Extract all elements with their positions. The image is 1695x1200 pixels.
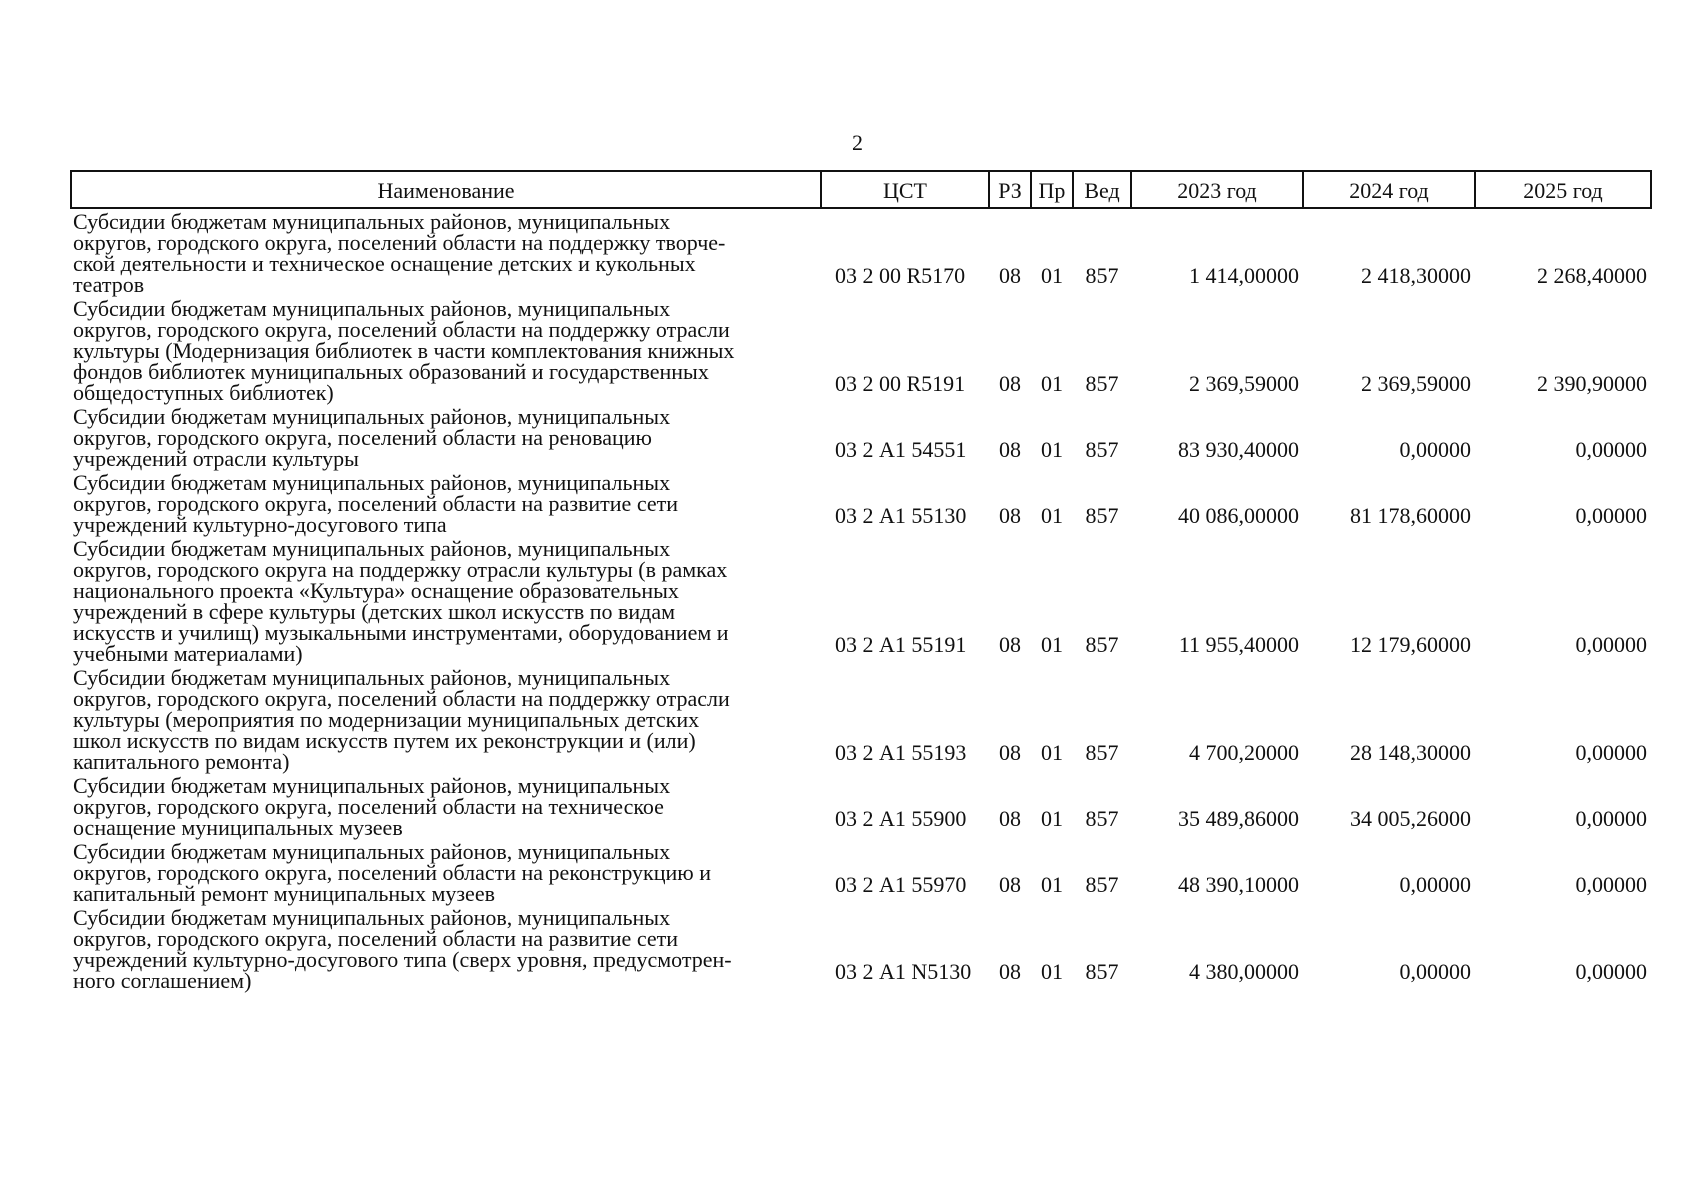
row-name bbox=[71, 208, 821, 296]
row-amount-2023: 4 380,00000 bbox=[1189, 959, 1299, 984]
row-name-line: Субсидии бюджетам муниципальных районов, муниципальных bbox=[73, 536, 671, 561]
row-pr: 01 bbox=[1041, 959, 1063, 984]
row-amount-2023: 40 086,00000 bbox=[1178, 503, 1299, 528]
row-amount-2024: 28 148,30000 bbox=[1350, 740, 1471, 765]
row-name-line: Субсидии бюджетам муниципальных районов, муниципальных bbox=[73, 470, 671, 495]
row-name bbox=[71, 536, 821, 665]
row-ved: 857 bbox=[1085, 632, 1119, 657]
row-name-line: культуры (Модернизация библиотек в части комплектования книжных bbox=[73, 338, 735, 363]
row-name bbox=[71, 665, 821, 773]
row-ved: 857 bbox=[1085, 959, 1119, 984]
row-amount-2023: 35 489,86000 bbox=[1178, 806, 1299, 831]
table-row bbox=[71, 665, 1651, 773]
row-name bbox=[71, 404, 821, 470]
row-rz: 08 bbox=[999, 371, 1021, 396]
header-row bbox=[71, 171, 1651, 208]
row-amount-2023: 11 955,40000 bbox=[1178, 632, 1299, 657]
row-amount-2024: 12 179,60000 bbox=[1350, 632, 1471, 657]
header-ved: Вед bbox=[1073, 171, 1131, 208]
row-name-line: Субсидии бюджетам муниципальных районов, муниципальных bbox=[73, 905, 671, 930]
row-ved: 857 bbox=[1085, 503, 1119, 528]
row-name-line: Субсидии бюджетам муниципальных районов, муниципальных bbox=[73, 404, 671, 429]
row-amount-2025: 0,00000 bbox=[1575, 959, 1647, 984]
row-name-line: учреждений культурно-досугового типа (сверх уровня, предусмотрен- bbox=[73, 947, 732, 972]
row-amount-2023: 4 700,20000 bbox=[1189, 740, 1299, 765]
row-name-line: капитальный ремонт муниципальных музеев bbox=[73, 881, 495, 906]
row-name bbox=[71, 296, 821, 404]
row-name-line: округов, городского округа, поселений области на поддержку отрасли bbox=[73, 317, 730, 342]
header-cst: ЦСТ bbox=[821, 171, 989, 208]
row-pr: 01 bbox=[1041, 632, 1063, 657]
row-name bbox=[71, 470, 821, 536]
row-amount-2025: 0,00000 bbox=[1575, 872, 1647, 897]
row-rz: 08 bbox=[999, 503, 1021, 528]
row-name-line: округов, городского округа, поселений области на развитие сети bbox=[73, 491, 679, 516]
table-row bbox=[71, 208, 1651, 296]
row-name-line: учебными материалами) bbox=[73, 641, 303, 666]
row-cst: 03 2 00 R5191 bbox=[835, 371, 966, 396]
row-cst: 03 2 А1 N5130 bbox=[835, 959, 972, 984]
row-name-line: ской деятельности и техническое оснащение детских и кукольных bbox=[73, 251, 696, 276]
row-name-line: округов, городского округа, поселений области на развитие сети bbox=[73, 926, 679, 951]
header-name: Наименование bbox=[71, 171, 821, 208]
row-name-line: Субсидии бюджетам муниципальных районов, муниципальных bbox=[73, 296, 671, 321]
row-amount-2025: 0,00000 bbox=[1575, 632, 1647, 657]
row-name-line: округов, городского округа, поселений области на реновацию bbox=[73, 425, 652, 450]
row-ved: 857 bbox=[1085, 263, 1119, 288]
table-row bbox=[71, 404, 1651, 470]
row-pr: 01 bbox=[1041, 740, 1063, 765]
row-name-line: учреждений культурно-досугового типа bbox=[73, 512, 447, 537]
row-name-line: округов, городского округа, поселений области на техническое bbox=[73, 794, 664, 819]
row-amount-2025: 0,00000 bbox=[1575, 740, 1647, 765]
row-rz: 08 bbox=[999, 740, 1021, 765]
row-amount-2025: 2 268,40000 bbox=[1537, 263, 1647, 288]
row-name-line: фондов библиотек муниципальных образований и государственных bbox=[73, 359, 709, 384]
row-name-line: школ искусств по видам искусств путем их реконструкции и (или) bbox=[73, 728, 696, 753]
row-name-line: Субсидии бюджетам муниципальных районов, муниципальных bbox=[73, 839, 671, 864]
row-amount-2025: 0,00000 bbox=[1575, 437, 1647, 462]
row-amount-2025: 0,00000 bbox=[1575, 503, 1647, 528]
row-amount-2023: 2 369,59000 bbox=[1189, 371, 1299, 396]
row-cst: 03 2 А1 55193 bbox=[835, 740, 967, 765]
row-ved: 857 bbox=[1085, 740, 1119, 765]
row-pr: 01 bbox=[1041, 872, 1063, 897]
header-rz: РЗ bbox=[989, 171, 1031, 208]
row-pr: 01 bbox=[1041, 263, 1063, 288]
row-cst: 03 2 А1 54551 bbox=[835, 437, 967, 462]
row-amount-2025: 2 390,90000 bbox=[1537, 371, 1647, 396]
row-name-line: округов, городского округа, поселений области на поддержку творче- bbox=[73, 230, 726, 255]
row-cst: 03 2 А1 55900 bbox=[835, 806, 967, 831]
row-name-line: округов, городского округа, поселений области на поддержку отрасли bbox=[73, 686, 730, 711]
row-rz: 08 bbox=[999, 959, 1021, 984]
row-amount-2024: 0,00000 bbox=[1399, 437, 1471, 462]
row-amount-2023: 1 414,00000 bbox=[1189, 263, 1299, 288]
table-row bbox=[71, 839, 1651, 905]
row-pr: 01 bbox=[1041, 371, 1063, 396]
header-pr: Пр bbox=[1031, 171, 1073, 208]
row-ved: 857 bbox=[1085, 806, 1119, 831]
row-amount-2023: 48 390,10000 bbox=[1178, 872, 1299, 897]
row-cst: 03 2 А1 55191 bbox=[835, 632, 967, 657]
row-name-line: театров bbox=[73, 272, 145, 297]
budget-table bbox=[70, 170, 1652, 992]
table-row bbox=[71, 905, 1651, 992]
row-name-line: искусств и училищ) музыкальными инструментами, оборудованием и bbox=[73, 620, 729, 645]
row-rz: 08 bbox=[999, 263, 1021, 288]
header-2023: 2023 год bbox=[1131, 171, 1303, 208]
table-row bbox=[71, 296, 1651, 404]
row-rz: 08 bbox=[999, 632, 1021, 657]
row-amount-2024: 81 178,60000 bbox=[1350, 503, 1471, 528]
row-name-line: национального проекта «Культура» оснащение образовательных bbox=[73, 578, 679, 603]
row-cst: 03 2 А1 55130 bbox=[835, 503, 967, 528]
row-amount-2024: 2 369,59000 bbox=[1361, 371, 1471, 396]
row-name-line: Субсидии бюджетам муниципальных районов, муниципальных bbox=[73, 209, 671, 234]
table-row bbox=[71, 773, 1651, 839]
row-name-line: культуры (мероприятия по модернизации муниципальных детских bbox=[73, 707, 700, 732]
row-amount-2025: 0,00000 bbox=[1575, 806, 1647, 831]
row-name bbox=[71, 905, 821, 992]
row-name bbox=[71, 773, 821, 839]
row-name-line: общедоступных библиотек) bbox=[73, 380, 334, 405]
row-name-line: Субсидии бюджетам муниципальных районов, муниципальных bbox=[73, 773, 671, 798]
row-amount-2023: 83 930,40000 bbox=[1178, 437, 1299, 462]
row-name-line: учреждений отрасли культуры bbox=[73, 446, 359, 471]
row-amount-2024: 0,00000 bbox=[1399, 959, 1471, 984]
row-amount-2024: 34 005,26000 bbox=[1350, 806, 1471, 831]
row-ved: 857 bbox=[1085, 437, 1119, 462]
row-amount-2024: 0,00000 bbox=[1399, 872, 1471, 897]
row-pr: 01 bbox=[1041, 503, 1063, 528]
table-row bbox=[71, 470, 1651, 536]
row-rz: 08 bbox=[999, 437, 1021, 462]
row-cst: 03 2 00 R5170 bbox=[835, 263, 966, 288]
header-2025: 2025 год bbox=[1475, 171, 1651, 208]
row-name-line: Субсидии бюджетам муниципальных районов, муниципальных bbox=[73, 665, 671, 690]
row-name-line: округов, городского округа, поселений области на реконструкцию и bbox=[73, 860, 711, 885]
row-cst: 03 2 А1 55970 bbox=[835, 872, 967, 897]
row-name-line: капитального ремонта) bbox=[73, 749, 290, 774]
row-rz: 08 bbox=[999, 872, 1021, 897]
table-header bbox=[71, 171, 1651, 208]
row-rz: 08 bbox=[999, 806, 1021, 831]
row-amount-2024: 2 418,30000 bbox=[1361, 263, 1471, 288]
row-name-line: оснащение муниципальных музеев bbox=[73, 815, 403, 840]
row-name-line: округов, городского округа на поддержку отрасли культуры (в рамках bbox=[73, 557, 728, 582]
header-2024: 2024 год bbox=[1303, 171, 1475, 208]
row-name bbox=[71, 839, 821, 905]
row-name-line: учреждений в сфере культуры (детских школ искусств по видам bbox=[73, 599, 676, 624]
row-pr: 01 bbox=[1041, 437, 1063, 462]
page-number: 2 bbox=[852, 130, 863, 155]
row-ved: 857 bbox=[1085, 872, 1119, 897]
row-name-line: ного соглашением) bbox=[73, 968, 252, 993]
row-pr: 01 bbox=[1041, 806, 1063, 831]
table-row bbox=[71, 536, 1651, 665]
row-ved: 857 bbox=[1085, 371, 1119, 396]
table-body bbox=[71, 208, 1651, 992]
